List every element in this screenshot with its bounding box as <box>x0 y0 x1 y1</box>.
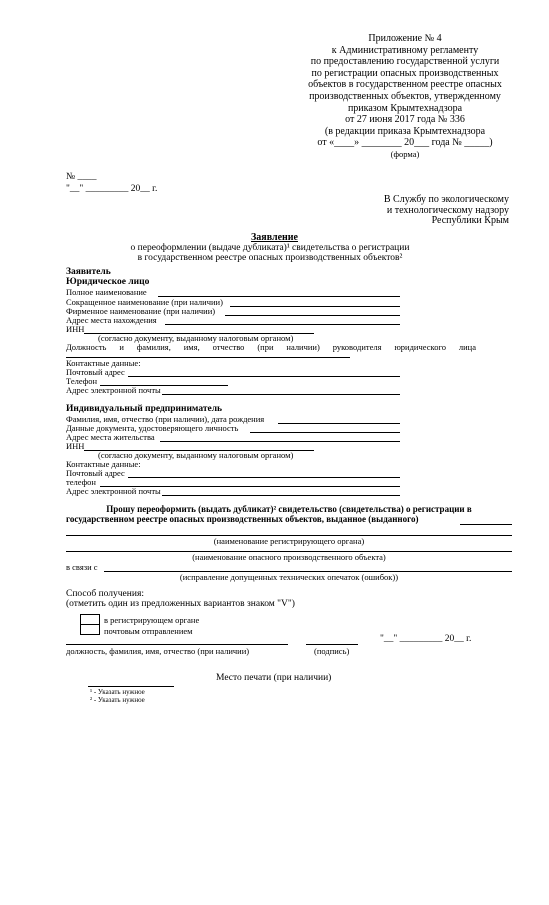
footnote: ¹ - Указать нужное <box>90 688 145 696</box>
ip-email-field[interactable] <box>162 495 400 496</box>
position-field[interactable] <box>66 644 288 645</box>
appendix-line: производственных объектов, утвержденному <box>309 90 501 102</box>
ip-inn-note: (согласно документу, выданному налоговым органом) <box>98 450 294 460</box>
ip-contacts-heading: Контактные данные: <box>66 459 141 469</box>
legal-short-name-label: Сокращенное наименование (при наличии) <box>66 297 223 307</box>
ip-name-field[interactable] <box>278 423 400 424</box>
addressee-line: и технологическому надзору <box>386 204 509 216</box>
legal-postal-field[interactable] <box>128 376 400 377</box>
ip-postal-field[interactable] <box>128 477 400 478</box>
certificate-field[interactable] <box>460 524 512 525</box>
form-label: (форма) <box>390 148 420 159</box>
addressee-line: Республики Крым <box>431 215 509 226</box>
legal-brand-name-field[interactable] <box>225 315 400 316</box>
ip-address-label: Адрес места жительства <box>66 432 155 442</box>
appendix-line: объектов в государственном реестре опасных <box>308 79 502 91</box>
receipt-hint: (отметить один из предложенных вариантов знаком "V") <box>66 599 295 609</box>
receipt-checkbox-mail[interactable] <box>80 624 100 635</box>
appendix-block <box>280 33 530 161</box>
legal-email-field[interactable] <box>162 394 400 395</box>
signature-field[interactable] <box>306 644 358 645</box>
signature-caption: (подпись) <box>314 646 350 656</box>
appendix-line: от 27 июня 2017 года № 336 <box>345 114 465 126</box>
ip-name-label: Фамилия, имя, отчество (при наличии), дата рождения <box>66 414 265 424</box>
fix-note: (исправление допущенных технических опечаток (ошибок)) <box>179 572 399 582</box>
agency-note: (наименование регистрирующего органа) <box>213 536 365 546</box>
legal-postal-label: Почтовый адрес <box>66 367 125 377</box>
footnote-divider <box>88 686 174 687</box>
applicant-heading: Заявитель <box>66 267 111 277</box>
appendix-line: от «____» ________ 20___ года № _____) <box>317 137 493 149</box>
signature-date[interactable]: "__" _________ 20__ г. <box>380 634 472 644</box>
appendix-line: (в редакции приказа Крымтехнадзора <box>324 125 486 137</box>
legal-email-label: Адрес электронной почты <box>66 385 161 395</box>
appendix-line: по предоставлению государственной услуги <box>310 56 500 68</box>
ip-address-field[interactable] <box>160 441 400 442</box>
legal-inn-note: (согласно документу, выданному налоговым органом) <box>98 333 294 343</box>
number-field[interactable]: № ____ <box>66 172 97 182</box>
director-position-label: Должность и фамилия, имя, отчество (при наличии) руководителя юридического лица <box>66 342 476 352</box>
in-connection-label: в связи с <box>66 562 98 572</box>
receipt-option-label: почтовым отправлением <box>104 626 193 636</box>
legal-inn-label: ИНН <box>66 324 85 334</box>
addressee <box>384 195 509 227</box>
appendix-line: приказом Крымтехнадзора <box>347 102 463 114</box>
ip-doc-label: Данные документа, удостоверяющего личность <box>66 423 239 433</box>
legal-address-label: Адрес места нахождения <box>66 315 157 325</box>
receipt-label: Способ получения: <box>66 589 144 599</box>
ip-heading: Индивидуальный предприниматель <box>66 404 223 414</box>
ip-inn-label: ИНН <box>66 441 85 451</box>
footnote: ² - Указать нужное <box>90 696 145 704</box>
position-caption: должность, фамилия, имя, отчество (при наличии) <box>66 646 250 656</box>
receipt-option-label: в регистрирующем органе <box>104 615 200 625</box>
legal-phone-label: Телефон <box>66 376 98 386</box>
date-field[interactable]: "__" _________ 20__ г. <box>66 184 158 194</box>
ip-doc-field[interactable] <box>250 432 400 433</box>
legal-entity-heading: Юридическое лицо <box>66 277 150 287</box>
document-subtitle: о переоформлении (выдаче дубликата)¹ свидетельства о регистрации <box>130 243 410 253</box>
appendix-line: по регистрации опасных производственных <box>311 67 499 79</box>
appendix-line: Приложение № 4 <box>368 33 442 44</box>
appendix-line: к Административному регламенту <box>331 44 479 56</box>
addressee-line: В Службу по экологическому <box>383 194 509 205</box>
ip-phone-label: телефон <box>66 477 96 487</box>
stamp-label: Место печати (при наличии) <box>216 673 332 683</box>
ip-postal-label: Почтовый адрес <box>66 468 125 478</box>
legal-brand-name-label: Фирменное наименование (при наличии) <box>66 306 216 316</box>
document-title: Заявление <box>251 232 298 243</box>
legal-short-name-field[interactable] <box>230 306 400 307</box>
request-line: государственном реестре опасных производственных объектов, выданное (выданного) <box>66 514 419 524</box>
legal-contacts-heading: Контактные данные: <box>66 358 141 368</box>
ip-email-label: Адрес электронной почты <box>66 486 161 496</box>
request-line: Прошу переоформить (выдать дубликат)² свидетельство (свидетельства) о регистрации в <box>106 504 472 514</box>
legal-address-field[interactable] <box>165 324 400 325</box>
object-note: (наименование опасного производственного объекта) <box>192 552 386 562</box>
document-subtitle: в государственном реестре опасных производственных объектов² <box>137 253 403 263</box>
legal-full-name-label: Полное наименование <box>66 287 147 297</box>
